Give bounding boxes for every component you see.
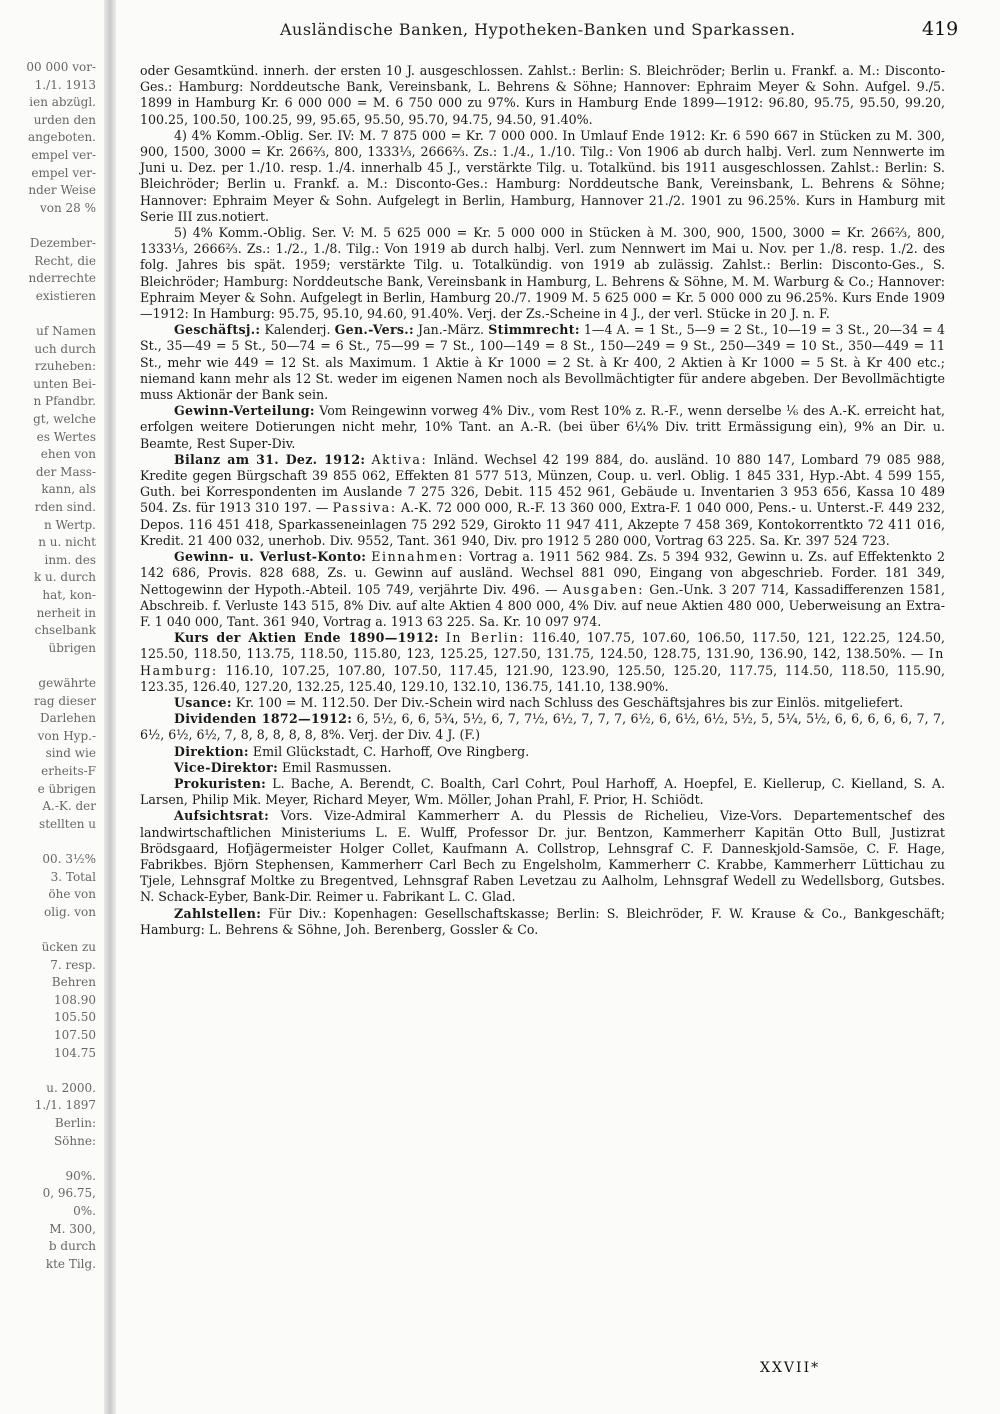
label-vice-direktor: Vice-Direktor: <box>174 759 279 775</box>
printer-signature: XXVII* <box>760 1360 821 1376</box>
margin-fragment-line: M. 300, <box>49 1221 96 1236</box>
margin-fragment-line: ücken zu <box>41 940 96 954</box>
text-aufsichtsrat: Vors. Vize-Admiral Kammerherr A. du Plessis de Richelieu, Vize-Vors. Departementschef des landwirtschaftlichen Ministeriums L. E. Wulff, Professor Dr. jur. Bentzon, Kammerherr Kapitän Otto Bull, Justizrat Brödsgaard, Hofjägermeister Holger Collet, Kaufmann A. Collstrop, Lehnsgraf C. F. Danneskjold-Samsöe, C. F. Hage, Fabrikbes. Björn Stephensen, Kammerherr Carl Bech zu Engelsholm, Kammerherr C. Krabbe, Kammerherr Lüttichau zu Tjele, Lehnsgraf Moltke zu Bregentved, Lehnsgraf Raben Levetzau zu Aalholm, Lehnsgraf Wedell zu Wedellsborg, Gutsbes. N. Schack-Eyber, Bank-Dir. Reimer u. Fabrikant L. C. Glad. <box>140 808 945 905</box>
section-dividenden <box>140 711 945 743</box>
margin-fragment-line: empel ver- <box>31 148 96 162</box>
margin-fragment-line: n u. nicht <box>38 535 96 550</box>
margin-fragment-line: 104.75 <box>54 1045 96 1060</box>
margin-fragment-line: Behren <box>51 975 96 990</box>
running-header: Ausländische Banken, Hypotheken-Banken und Sparkassen. <box>280 20 796 39</box>
text-gen-vers: Jan.-März. <box>418 322 485 338</box>
main-text-column <box>140 63 945 938</box>
margin-fragment-line: 107.50 <box>54 1028 96 1042</box>
text-usance: Kr. 100 = M. 112.50. Der Div.-Schein wird nach Schluss des Geschäftsjahres bis zur Einlös. mitgeliefert. <box>235 694 904 710</box>
margin-fragment-line: 00 000 vor- <box>26 60 96 74</box>
margin-fragment-line: uf Namen <box>36 324 96 338</box>
margin-fragment-line: es Wertes <box>36 429 96 444</box>
label-gewinn-verteilung: Gewinn-Verteilung: <box>174 403 315 419</box>
section-bilanz <box>140 452 945 549</box>
margin-fragment-line: e übrigen <box>37 781 96 796</box>
margin-fragment-line: Recht, die <box>34 253 96 268</box>
left-margin-fragments <box>0 60 96 1350</box>
text-geschaeftsjahr: Kalenderj. <box>264 322 331 338</box>
text-aktiva: Inländ. Wechsel 42 199 884, do. ausländ. 10 880 147, Lombard 79 085 988, Kredite gegen Bürgschaft 39 855 062, Effekten 81 577 513, Münzen, Coup. u. verl. Oblig. 1 845 331, Hyp.-Abt. 4 599 155, Guth. bei Korrespondenten im Auslande 7 275 326, Debit. 115 452 961, Gebäude u. Inventarien 3 953 656, Kassa 10 489 504. Zs. für 1913 310 197. — <box>140 451 945 516</box>
margin-fragment-line: 00. 3½% <box>42 852 96 866</box>
margin-fragment-line: von Hyp.- <box>37 728 96 743</box>
margin-fragment-line: Dezember- <box>29 236 96 250</box>
paragraph-series-v: 5) 4% Komm.-Oblig. Ser. V: M. 5 625 000 = Kr. 5 000 000 in Stücken à M. 300, 900, 1500, 3000 = Kr. 266⅔, 800, 1333⅓, 2666⅔. Zs.: 1./2., 1./8. Tilg.: Von 1919 ab durch halbj. Verl. zum Nennwert im Mai u. Nov. per 1./8. resp. 1./2. des folg. Jahres bis spät. 1959; verstärkte Tilg. u. Totalkündig. von 1919 ab zulässig. Zahlst.: Berlin: Disconto-Ges., S. Bleichröder; Hamburg: Norddeutsche Bank, Vereinsbank in Hamburg, L. Behrens & Söhne, M. M. Warburg & Co.; Hannover: Ephraim Meyer & Sohn. Aufgelegt in Berlin, Hamburg 20./7. 1909 M. 5 625 000 = Kr. 5 000 000 zu 96.25%. Kurs Ende 1909—1912: In Hamburg: 95.75, 95.10, 94.60, 91.40%. Verj. der Zs.-Scheine in 4 J., der verl. Stücke in 20 J. n. F. <box>140 225 945 322</box>
margin-fragment-line: ien abzügl. <box>29 95 96 110</box>
label-kurs-berlin: In Berlin: <box>445 630 525 646</box>
label-geschaeftsjahr: Geschäftsj.: <box>174 322 261 338</box>
text-passiva: A.-K. 72 000 000, R.-F. 13 360 000, Extra-F. 1 040 000, Pens.- u. Unterst.-F. 449 232, Depos. 116 451 418, Sparkasseneinlagen 75 292 529, Girokto 11 947 411, Akzepte 7 458 369, Kontokorrentkto 72 411 016, Kredit. 21 400 032, unerhob. Div. 9552, Tant. 361 940, Div. pro 1912 5 280 000, Vortrag 63 225. Sa. Kr. 397 524 723. <box>140 500 945 548</box>
margin-fragment-line: chselbank <box>34 623 96 638</box>
label-ausgaben: Ausgaben: <box>562 581 645 597</box>
margin-fragment-line: 0, 96.75, <box>42 1186 96 1201</box>
text-ausgaben: Gen.-Unk. 3 207 714, Kassadifferenzen 1581, Abschreib. f. Verluste 143 515, 8% Div. auf alte Aktien 4 800 000, 4% Div. auf neue Aktien 480 000, Ueberweisung an Extra-F. 1 040 000, Tant. 361 940, Vortrag a. 1913 63 225. Sa. Kr. 10 097 974. <box>140 581 945 629</box>
label-gewinn-verlust: Gewinn- u. Verlust-Konto: <box>174 549 367 565</box>
margin-fragment-line: nerheit in <box>36 605 96 620</box>
margin-fragment-line: nderrechte <box>28 271 96 286</box>
margin-fragment-line: Söhne: <box>53 1133 96 1148</box>
margin-fragment-line: Darlehen <box>39 711 96 726</box>
section-usance <box>140 695 945 711</box>
margin-fragment-line: urden den <box>33 112 96 127</box>
margin-fragment-line: kann, als <box>41 482 96 497</box>
margin-fragment-line: inm. des <box>44 552 96 567</box>
margin-fragment-line: olig. von <box>44 904 96 919</box>
label-passiva: Passiva: <box>332 500 397 516</box>
margin-fragment-line: stellten u <box>39 816 96 831</box>
margin-fragment-line: nder Weise <box>28 183 96 198</box>
section-zahlstellen <box>140 906 945 938</box>
text-kurs-hamburg: 116.10, 107.25, 107.80, 107.50, 117.45, 121.90, 123.90, 125.50, 125.20, 117.75, 114.50, 118.50, 115.90, 123.35, 126.40, 127.20, 132.25, 125.40, 129.10, 132.10, 136.75, 141.10, 138.90%. <box>140 662 945 694</box>
margin-fragment-line: kte Tilg. <box>45 1256 96 1271</box>
section-gewinn-verlust <box>140 549 945 630</box>
section-vice-direktor <box>140 760 945 776</box>
label-direktion: Direktion: <box>174 743 249 759</box>
label-einnahmen: Einnahmen: <box>371 549 465 565</box>
text-stimmrecht: 1—4 A. = 1 St., 5—9 = 2 St., 10—19 = 3 St., 20—34 = 4 St., 35—49 = 5 St., 50—74 = 6 St., 75—99 = 7 St., 100—149 = 8 St., 150—249 = 9 St., 250—349 = 10 St., 350—449 = 11 St., mehr wie 449 = 12 St. als Maximum. 1 Aktie à Kr 1000 = 2 St. à Kr 400, 2 Aktien à Kr 1000 = 5 St. à Kr 400 etc.; niemand kann mehr als 12 St. weder im eigenen Namen noch als Bevollmächtigter für andere abgeben. Der Bevollmächtigte muss Aktionär der Bank sein. <box>140 322 945 403</box>
margin-fragment-line: ehen von <box>40 447 96 462</box>
margin-fragment-line: sind wie <box>45 746 96 761</box>
margin-fragment-line: 7. resp. <box>50 957 96 972</box>
text-dividenden: 6, 5½, 6, 6, 5¾, 5½, 6, 7, 7½, 6½, 7, 7, 7, 6½, 6, 6½, 6½, 5½, 5, 5¼, 5½, 6, 6, 6, 6, 6, 7, 7, 6½, 6½, 6½, 7, 8, 8, 8, 8, 8, 8%. Verj. der Div. 4 J. (F.) <box>140 711 946 743</box>
margin-fragment-line: 1./1. 1897 <box>34 1098 96 1113</box>
margin-fragment-line: öhe von <box>48 887 96 902</box>
section-kurs <box>140 630 945 695</box>
section-gewinn-verteilung <box>140 403 945 452</box>
text-kurs-berlin: 116.40, 107.75, 107.60, 106.50, 117.50, 121, 122.25, 124.50, 125.50, 118.50, 113.75, 118.50, 115.80, 123, 125.25, 127.50, 131.75, 124.50, 128.75, 131.90, 136.90, 142, 138.50%. — <box>140 630 945 662</box>
text-zahlstellen: Für Div.: Kopenhagen: Gesellschaftskasse; Berlin: S. Bleichröder, F. W. Krause & Co., Bankgeschäft; Hamburg: L. Behrens & Söhne, Joh. Berenberg, Gossler & Co. <box>140 905 945 937</box>
label-aktiva: Aktiva: <box>371 451 428 467</box>
label-prokuristen: Prokuristen: <box>174 775 267 791</box>
page-number: 419 <box>922 18 959 40</box>
margin-fragment-line: b durch <box>48 1239 96 1254</box>
margin-fragment-line: Berlin: <box>54 1116 96 1130</box>
margin-fragment-line: k u. durch <box>33 570 96 585</box>
label-bilanz: Bilanz am 31. Dez. 1912: <box>174 451 366 467</box>
margin-fragment-line: erheits-F <box>41 764 96 778</box>
section-aufsichtsrat <box>140 808 945 905</box>
margin-fragment-line: n Wertp. <box>43 517 96 532</box>
paragraph-series-iv: 4) 4% Komm.-Oblig. Ser. IV: M. 7 875 000 = Kr. 7 000 000. In Umlauf Ende 1912: Kr. 6 590 667 in Stücken zu M. 300, 900, 1500, 3000 = Kr. 266⅔, 800, 1333⅓, 2666⅔. Zs.: 1./4., 1./10. Tilg.: Von 1906 ab durch halbj. Verl. zum Nennwerte im Juni u. Dez. per 1./10. resp. 1./4. innerhalb 45 J., verstärkte Tilg. u. Totalkünd. bis 1911 ausgeschlossen. Zahlst.: Berlin: S. Bleichröder; Berlin u. Frankf. a. M.: Disconto-Ges.: Hamburg: Norddeutsche Bank, Vereinsbank, L. Behrens & Söhne; Hannover: Ephraim Meyer & Sohn. Aufgelegt in Berlin, Hamburg, Hannover 21./2. 1901 zu 96.25%. Kurs in Hamburg mit Serie III zus.notiert. <box>140 127 945 224</box>
section-geschaeftsjahr <box>140 322 945 403</box>
label-dividenden: Dividenden 1872—1912: <box>174 711 353 727</box>
margin-fragment-line: rden sind. <box>34 500 96 514</box>
label-zahlstellen: Zahlstellen: <box>174 905 262 921</box>
margin-fragment-line: 108.90 <box>54 992 96 1007</box>
margin-fragment-line: rag dieser <box>33 693 96 708</box>
margin-fragment-line: u. 2000. <box>46 1080 96 1095</box>
margin-fragment-line: hat, kon- <box>42 588 96 602</box>
margin-fragment-line: angeboten. <box>27 130 96 145</box>
section-prokuristen <box>140 776 945 808</box>
margin-fragment-line: gt, welche <box>33 412 96 426</box>
margin-fragment-line: unten Bei- <box>33 376 96 391</box>
text-vice-direktor: Emil Rasmussen. <box>282 759 392 775</box>
text-einnahmen: Vortrag a. 1911 562 984. Zs. 5 394 932, Gewinn u. Zs. auf Effektenkto 2 142 686, Provis. 828 688, Zs. u. Gewinn auf ausländ. Wechsel 881 090, Eingang von abgeschrieb. Forder. 181 349, Nettogewinn der Hypoth.-Abteil. 105 749, verjährte Div. 496. — <box>140 549 945 597</box>
page-binding-shadow <box>104 0 116 1414</box>
text-direktion: Emil Glückstadt, C. Harhoff, Ove Ringberg. <box>252 743 530 759</box>
margin-fragment-line: von 28 % <box>39 200 96 215</box>
margin-fragment-line: übrigen <box>48 640 96 655</box>
margin-fragment-line: der Mass- <box>35 464 96 479</box>
label-aufsichtsrat: Aufsichtsrat: <box>174 808 270 824</box>
margin-fragment-line: n Pfandbr. <box>33 394 96 409</box>
margin-fragment-line: 3. Total <box>50 869 96 884</box>
margin-fragment-line: empel ver- <box>31 165 96 180</box>
label-usance: Usance: <box>174 694 232 710</box>
margin-fragment-line: 90%. <box>65 1168 96 1183</box>
margin-fragment-line: gewährte <box>38 676 96 690</box>
label-kurs: Kurs der Aktien Ende 1890—1912: <box>174 630 439 646</box>
label-stimmrecht: Stimmrecht: <box>488 322 580 338</box>
label-gen-vers: Gen.-Vers.: <box>334 322 414 338</box>
margin-fragment-line: 105.50 <box>54 1010 96 1025</box>
margin-fragment-line: 1./1. 1913 <box>34 77 96 92</box>
section-direktion <box>140 744 945 760</box>
margin-fragment-line: existieren <box>35 288 96 303</box>
text-gewinn-verteilung: Vom Reingewinn vorweg 4% Div., vom Rest 10% z. R.-F., wenn derselbe ⅙ des A.-K. erreicht hat, erfolgen weitere Dotierungen nicht mehr, 10% Tant. an A.-R. (bei über 6¼% Div. tritt Ermässigung ein), 9% an Dir. u. Beamte, Rest Super-Div. <box>140 403 945 451</box>
margin-fragment-line: rzuheben: <box>34 359 96 374</box>
paragraph-tail-obligations: oder Gesamtkünd. innerh. der ersten 10 J. ausgeschlossen. Zahlst.: Berlin: S. Bleichröder; Berlin u. Frankf. a. M.: Disconto-Ges.: Hamburg: Norddeutsche Bank, Vereinsbank, L. Behrens & Söhne; Hannover: Ephraim Meyer & Sohn. Aufgel. 9./5. 1899 in Hamburg Kr. 6 000 000 = M. 6 750 000 zu 97%. Kurs in Hamburg Ende 1899—1912: 96.80, 95.75, 95.50, 99.20, 100.25, 100.50, 100.25, 99, 95.65, 95.50, 95.70, 94.75, 94.50, 91.40%. <box>140 63 945 127</box>
label-kurs-hamburg: In Hamburg: <box>140 646 945 678</box>
margin-fragment-line: uch durch <box>34 341 96 356</box>
margin-fragment-line: A.-K. der <box>42 799 96 814</box>
text-prokuristen: L. Bache, A. Berendt, C. Boalth, Carl Cohrt, Poul Harhoff, A. Hoepfel, E. Kiellerup, C. Kielland, S. A. Larsen, Philip Mik. Meyer, Richard Meyer, Wm. Möller, Johan Prahl, F. Prior, H. Schiödt. <box>140 775 945 808</box>
margin-fragment-line: 0%. <box>73 1204 96 1218</box>
